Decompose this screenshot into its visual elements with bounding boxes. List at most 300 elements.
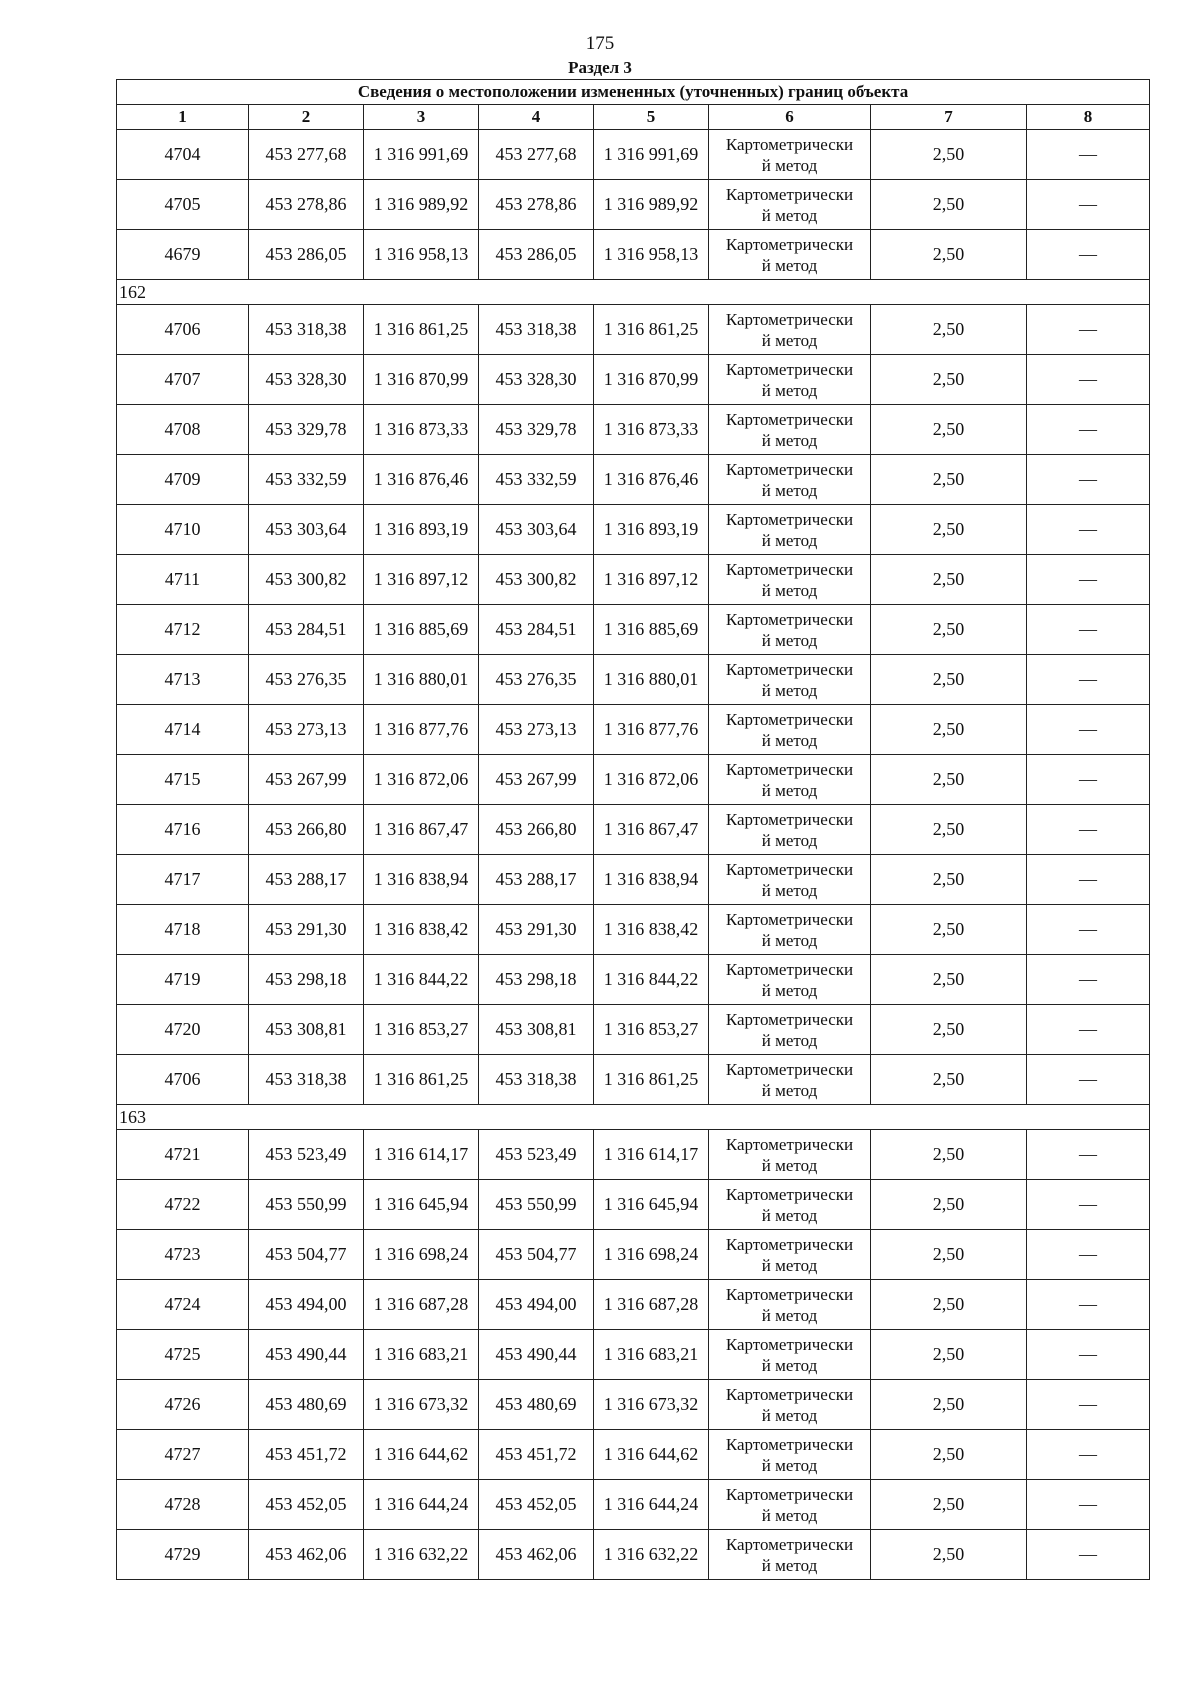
method-line: й метод [761,480,818,500]
description-cell [1027,855,1150,905]
table-row [117,805,1150,855]
method-cell [709,755,871,805]
method-line: й метод [761,580,818,600]
y-existing-cell: 1 316 687,28 [364,1280,479,1330]
x-existing-cell: 453 298,18 [249,955,364,1005]
description-cell [1027,605,1150,655]
description-cell [1027,1180,1150,1230]
method-line: й метод [761,380,818,400]
x-new-cell: 453 490,44 [479,1330,594,1380]
column-number: 3 [364,105,479,130]
table-row [117,955,1150,1005]
method-line: й метод [761,680,818,700]
method-cell [709,1480,871,1530]
method-line: й метод [761,205,818,225]
group-row [117,1105,1150,1130]
precision-cell: 2,50 [871,1130,1027,1180]
y-new-cell: 1 316 991,69 [594,130,709,180]
x-existing-cell: 453 523,49 [249,1130,364,1180]
column-number: 4 [479,105,594,130]
method-line: Картометрически [725,1059,854,1079]
y-existing-cell: 1 316 870,99 [364,355,479,405]
method-line: Картометрически [725,1009,854,1029]
method-cell [709,655,871,705]
y-new-cell: 1 316 880,01 [594,655,709,705]
table-row [117,905,1150,955]
method-line: Картометрически [725,659,854,679]
empty-mark: — [1079,719,1098,739]
method-line: Картометрически [725,1184,854,1204]
method-cell [709,230,871,280]
empty-mark: — [1079,1394,1098,1414]
table-row [117,1230,1150,1280]
table-row [117,505,1150,555]
y-existing-cell: 1 316 838,94 [364,855,479,905]
method-line: Картометрически [725,1334,854,1354]
method-line: Картометрически [725,1484,854,1504]
point-number-cell: 4727 [117,1430,249,1480]
table-row [117,355,1150,405]
point-number-cell: 4705 [117,180,249,230]
x-new-cell: 453 286,05 [479,230,594,280]
precision-cell: 2,50 [871,1330,1027,1380]
description-cell [1027,1005,1150,1055]
x-new-cell: 453 298,18 [479,955,594,1005]
point-number-cell: 4706 [117,305,249,355]
x-new-cell: 453 273,13 [479,705,594,755]
description-cell [1027,130,1150,180]
table-row [117,1530,1150,1580]
method-line: й метод [761,155,818,175]
point-number-cell: 4704 [117,130,249,180]
y-new-cell: 1 316 876,46 [594,455,709,505]
point-number-cell: 4709 [117,455,249,505]
point-number-cell: 4714 [117,705,249,755]
precision-cell: 2,50 [871,655,1027,705]
y-new-cell: 1 316 614,17 [594,1130,709,1180]
precision-cell: 2,50 [871,905,1027,955]
point-number-cell: 4721 [117,1130,249,1180]
y-existing-cell: 1 316 876,46 [364,455,479,505]
y-existing-cell: 1 316 698,24 [364,1230,479,1280]
method-line: Картометрически [725,359,854,379]
table-row [117,755,1150,805]
y-new-cell: 1 316 872,06 [594,755,709,805]
empty-mark: — [1079,1019,1098,1039]
method-line: й метод [761,880,818,900]
method-line: Картометрически [725,859,854,879]
x-new-cell: 453 452,05 [479,1480,594,1530]
y-existing-cell: 1 316 958,13 [364,230,479,280]
precision-cell: 2,50 [871,555,1027,605]
x-new-cell: 453 308,81 [479,1005,594,1055]
point-number-cell: 4724 [117,1280,249,1330]
method-cell [709,605,871,655]
empty-mark: — [1079,919,1098,939]
x-existing-cell: 453 328,30 [249,355,364,405]
point-number-cell: 4713 [117,655,249,705]
x-new-cell: 453 266,80 [479,805,594,855]
point-number-cell: 4717 [117,855,249,905]
y-existing-cell: 1 316 853,27 [364,1005,479,1055]
empty-mark: — [1079,669,1098,689]
method-line: й метод [761,430,818,450]
x-existing-cell: 453 490,44 [249,1330,364,1380]
column-number-row [117,105,1150,130]
method-cell [709,1330,871,1380]
y-new-cell: 1 316 958,13 [594,230,709,280]
method-cell [709,905,871,955]
x-existing-cell: 453 504,77 [249,1230,364,1280]
table-row [117,1005,1150,1055]
y-new-cell: 1 316 877,76 [594,705,709,755]
empty-mark: — [1079,619,1098,639]
empty-mark: — [1079,319,1098,339]
method-line: Картометрически [725,1534,854,1554]
method-line: Картометрически [725,609,854,629]
x-existing-cell: 453 329,78 [249,405,364,455]
description-cell [1027,1380,1150,1430]
section-title: Раздел 3 [568,58,632,77]
method-cell [709,955,871,1005]
method-cell [709,1180,871,1230]
point-number-cell: 4707 [117,355,249,405]
precision-cell: 2,50 [871,1230,1027,1280]
precision-cell: 2,50 [871,455,1027,505]
x-existing-cell: 453 452,05 [249,1480,364,1530]
y-new-cell: 1 316 867,47 [594,805,709,855]
empty-mark: — [1079,869,1098,889]
table-row [117,305,1150,355]
point-number-cell: 4712 [117,605,249,655]
method-line: Картометрически [725,809,854,829]
x-new-cell: 453 276,35 [479,655,594,705]
table-row [117,655,1150,705]
y-new-cell: 1 316 838,42 [594,905,709,955]
table-body [117,130,1150,1580]
method-cell [709,855,871,905]
description-cell [1027,805,1150,855]
x-new-cell: 453 303,64 [479,505,594,555]
x-new-cell: 453 288,17 [479,855,594,905]
table-row [117,1180,1150,1230]
table-row [117,130,1150,180]
precision-cell: 2,50 [871,180,1027,230]
method-line: Картометрически [725,1434,854,1454]
x-new-cell: 453 267,99 [479,755,594,805]
x-new-cell: 453 523,49 [479,1130,594,1180]
empty-mark: — [1079,194,1098,214]
y-new-cell: 1 316 838,94 [594,855,709,905]
description-cell [1027,955,1150,1005]
x-existing-cell: 453 273,13 [249,705,364,755]
method-line: й метод [761,980,818,1000]
y-new-cell: 1 316 844,22 [594,955,709,1005]
method-line: Картометрически [725,234,854,254]
y-existing-cell: 1 316 989,92 [364,180,479,230]
x-existing-cell: 453 462,06 [249,1530,364,1580]
group-row [117,280,1150,305]
table-row [117,605,1150,655]
table-row [117,1130,1150,1180]
y-existing-cell: 1 316 893,19 [364,505,479,555]
description-cell [1027,705,1150,755]
x-new-cell: 453 291,30 [479,905,594,955]
x-new-cell: 453 550,99 [479,1180,594,1230]
table-row [117,1330,1150,1380]
description-cell [1027,1055,1150,1105]
y-existing-cell: 1 316 867,47 [364,805,479,855]
precision-cell: 2,50 [871,1055,1027,1105]
x-existing-cell: 453 318,38 [249,305,364,355]
point-number-cell: 4726 [117,1380,249,1430]
x-new-cell: 453 462,06 [479,1530,594,1580]
y-new-cell: 1 316 893,19 [594,505,709,555]
precision-cell: 2,50 [871,1005,1027,1055]
empty-mark: — [1079,369,1098,389]
method-line: Картометрически [725,559,854,579]
y-new-cell: 1 316 673,32 [594,1380,709,1430]
x-existing-cell: 453 318,38 [249,1055,364,1105]
method-cell [709,455,871,505]
point-number-cell: 4720 [117,1005,249,1055]
x-new-cell: 453 277,68 [479,130,594,180]
y-existing-cell: 1 316 644,24 [364,1480,479,1530]
y-new-cell: 1 316 870,99 [594,355,709,405]
x-existing-cell: 453 267,99 [249,755,364,805]
y-existing-cell: 1 316 645,94 [364,1180,479,1230]
x-new-cell: 453 318,38 [479,305,594,355]
y-existing-cell: 1 316 877,76 [364,705,479,755]
method-cell [709,1230,871,1280]
x-new-cell: 453 329,78 [479,405,594,455]
method-line: й метод [761,1305,818,1325]
page-number: 175 [585,33,615,54]
method-cell [709,1430,871,1480]
method-line: й метод [761,1155,818,1175]
y-new-cell: 1 316 645,94 [594,1180,709,1230]
precision-cell: 2,50 [871,705,1027,755]
description-cell [1027,1430,1150,1480]
y-existing-cell: 1 316 991,69 [364,130,479,180]
y-new-cell: 1 316 861,25 [594,305,709,355]
column-number: 6 [709,105,871,130]
method-line: й метод [761,830,818,850]
empty-mark: — [1079,1344,1098,1364]
empty-mark: — [1079,819,1098,839]
precision-cell: 2,50 [871,1180,1027,1230]
method-line: й метод [761,330,818,350]
x-existing-cell: 453 288,17 [249,855,364,905]
method-cell [709,1380,871,1430]
method-cell [709,130,871,180]
description-cell [1027,555,1150,605]
method-line: Картометрически [725,1284,854,1304]
x-existing-cell: 453 308,81 [249,1005,364,1055]
table-row [117,1380,1150,1430]
y-existing-cell: 1 316 644,62 [364,1430,479,1480]
table-row [117,1280,1150,1330]
empty-mark: — [1079,144,1098,164]
empty-mark: — [1079,1294,1098,1314]
method-cell [709,1130,871,1180]
y-new-cell: 1 316 683,21 [594,1330,709,1380]
method-cell [709,405,871,455]
x-existing-cell: 453 451,72 [249,1430,364,1480]
empty-mark: — [1079,469,1098,489]
empty-mark: — [1079,1194,1098,1214]
column-number: 2 [249,105,364,130]
precision-cell: 2,50 [871,230,1027,280]
x-new-cell: 453 480,69 [479,1380,594,1430]
method-line: й метод [761,1255,818,1275]
precision-cell: 2,50 [871,1480,1027,1530]
method-line: й метод [761,1355,818,1375]
x-existing-cell: 453 276,35 [249,655,364,705]
method-line: й метод [761,1205,818,1225]
description-cell [1027,755,1150,805]
y-existing-cell: 1 316 844,22 [364,955,479,1005]
point-number-cell: 4716 [117,805,249,855]
y-existing-cell: 1 316 683,21 [364,1330,479,1380]
method-line: Картометрически [725,134,854,154]
method-line: й метод [761,1505,818,1525]
method-line: й метод [761,1080,818,1100]
point-number-cell: 4719 [117,955,249,1005]
y-new-cell: 1 316 632,22 [594,1530,709,1580]
point-number-cell: 4725 [117,1330,249,1380]
x-existing-cell: 453 480,69 [249,1380,364,1430]
empty-mark: — [1079,969,1098,989]
point-number-cell: 4708 [117,405,249,455]
point-number-cell: 4722 [117,1180,249,1230]
x-new-cell: 453 328,30 [479,355,594,405]
y-new-cell: 1 316 897,12 [594,555,709,605]
point-number-cell: 4718 [117,905,249,955]
x-existing-cell: 453 277,68 [249,130,364,180]
y-existing-cell: 1 316 614,17 [364,1130,479,1180]
precision-cell: 2,50 [871,1280,1027,1330]
x-existing-cell: 453 332,59 [249,455,364,505]
method-line: Картометрически [725,459,854,479]
x-existing-cell: 453 550,99 [249,1180,364,1230]
method-cell [709,1280,871,1330]
y-new-cell: 1 316 698,24 [594,1230,709,1280]
y-new-cell: 1 316 861,25 [594,1055,709,1105]
empty-mark: — [1079,519,1098,539]
table-row [117,230,1150,280]
x-existing-cell: 453 266,80 [249,805,364,855]
method-cell [709,805,871,855]
table-row [117,180,1150,230]
method-cell [709,1055,871,1105]
x-new-cell: 453 451,72 [479,1430,594,1480]
method-line: Картометрически [725,309,854,329]
empty-mark: — [1079,1244,1098,1264]
empty-mark: — [1079,1544,1098,1564]
description-cell [1027,1230,1150,1280]
method-line: й метод [761,530,818,550]
method-line: Картометрически [725,509,854,529]
method-line: й метод [761,1030,818,1050]
method-line: Картометрически [725,1234,854,1254]
point-number-cell: 4728 [117,1480,249,1530]
method-cell [709,305,871,355]
method-line: Картометрически [725,909,854,929]
y-existing-cell: 1 316 861,25 [364,305,479,355]
x-new-cell: 453 504,77 [479,1230,594,1280]
description-cell [1027,180,1150,230]
y-new-cell: 1 316 644,62 [594,1430,709,1480]
precision-cell: 2,50 [871,855,1027,905]
point-number-cell: 4679 [117,230,249,280]
description-cell [1027,355,1150,405]
y-existing-cell: 1 316 632,22 [364,1530,479,1580]
empty-mark: — [1079,1069,1098,1089]
precision-cell: 2,50 [871,130,1027,180]
method-line: Картометрически [725,1384,854,1404]
table-row [117,1480,1150,1530]
description-cell [1027,230,1150,280]
description-cell [1027,405,1150,455]
y-existing-cell: 1 316 838,42 [364,905,479,955]
x-existing-cell: 453 284,51 [249,605,364,655]
x-new-cell: 453 284,51 [479,605,594,655]
method-line: й метод [761,1455,818,1475]
boundary-coordinates-table [116,79,1150,1580]
method-cell [709,505,871,555]
column-number: 1 [117,105,249,130]
method-line: й метод [761,1405,818,1425]
point-number-cell: 4706 [117,1055,249,1105]
table-row [117,705,1150,755]
x-new-cell: 453 300,82 [479,555,594,605]
empty-mark: — [1079,569,1098,589]
description-cell [1027,1530,1150,1580]
x-existing-cell: 453 300,82 [249,555,364,605]
description-cell [1027,1130,1150,1180]
description-cell [1027,1480,1150,1530]
method-cell [709,555,871,605]
y-new-cell: 1 316 687,28 [594,1280,709,1330]
y-existing-cell: 1 316 673,32 [364,1380,479,1430]
x-new-cell: 453 278,86 [479,180,594,230]
x-existing-cell: 453 494,00 [249,1280,364,1330]
method-cell [709,1005,871,1055]
x-new-cell: 453 332,59 [479,455,594,505]
column-number: 7 [871,105,1027,130]
method-line: й метод [761,255,818,275]
y-new-cell: 1 316 853,27 [594,1005,709,1055]
point-number-cell: 4723 [117,1230,249,1280]
method-line: Картометрически [725,1134,854,1154]
table-row [117,555,1150,605]
method-line: Картометрически [725,709,854,729]
x-new-cell: 453 494,00 [479,1280,594,1330]
method-cell [709,1530,871,1580]
table-caption: Сведения о местоположении измененных (уточненных) границ объекта [117,80,1150,105]
precision-cell: 2,50 [871,955,1027,1005]
description-cell [1027,455,1150,505]
precision-cell: 2,50 [871,355,1027,405]
precision-cell: 2,50 [871,305,1027,355]
group-label: 163 [117,1105,1150,1130]
description-cell [1027,505,1150,555]
x-existing-cell: 453 278,86 [249,180,364,230]
table-row [117,855,1150,905]
point-number-cell: 4729 [117,1530,249,1580]
empty-mark: — [1079,1144,1098,1164]
